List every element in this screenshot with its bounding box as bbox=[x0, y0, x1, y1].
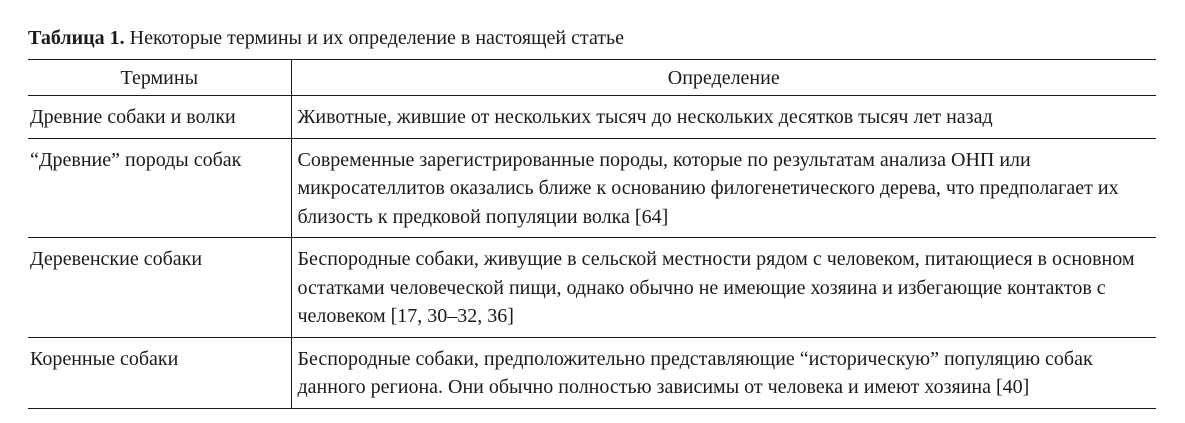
table-header-row bbox=[28, 60, 1156, 96]
term-cell: Деревенские собаки bbox=[28, 238, 291, 338]
table-caption-label: Таблица 1. bbox=[28, 27, 125, 49]
header-definition: Определение bbox=[291, 60, 1156, 96]
definition-cell: Животные, жившие от нескольких тысяч до нескольких десятков тысяч лет назад bbox=[291, 96, 1156, 139]
table-row bbox=[28, 238, 1156, 338]
table-row bbox=[28, 337, 1156, 408]
table-caption bbox=[28, 24, 624, 52]
terms-table bbox=[28, 59, 1156, 409]
definition-cell: Современные зарегистрированные породы, которые по результатам анализа ОНП или микросателлитов оказались ближе к основанию филогенетического дерева, что предполагает их близость к предковой популяции волка [64] bbox=[291, 138, 1156, 238]
table-row bbox=[28, 96, 1156, 139]
term-cell: Древние собаки и волки bbox=[28, 96, 291, 139]
definition-cell: Беспородные собаки, предположительно представляющие “историческую” популяцию собак данного региона. Они обычно полностью зависимы от человека и имеют хозяина [40] bbox=[291, 337, 1156, 408]
term-cell: Коренные собаки bbox=[28, 337, 291, 408]
definition-cell: Беспородные собаки, живущие в сельской местности рядом с человеком, питающиеся в основном остатками человеческой пищи, однако обычно не имеющие хозяина и избегающие контактов с человеком [17, 30–32, 36] bbox=[291, 238, 1156, 338]
header-terms: Термины bbox=[28, 60, 291, 96]
table-caption-text: Некоторые термины и их определение в настоящей статье bbox=[129, 27, 625, 49]
table-row bbox=[28, 138, 1156, 238]
term-cell: “Древние” породы собак bbox=[28, 138, 291, 238]
